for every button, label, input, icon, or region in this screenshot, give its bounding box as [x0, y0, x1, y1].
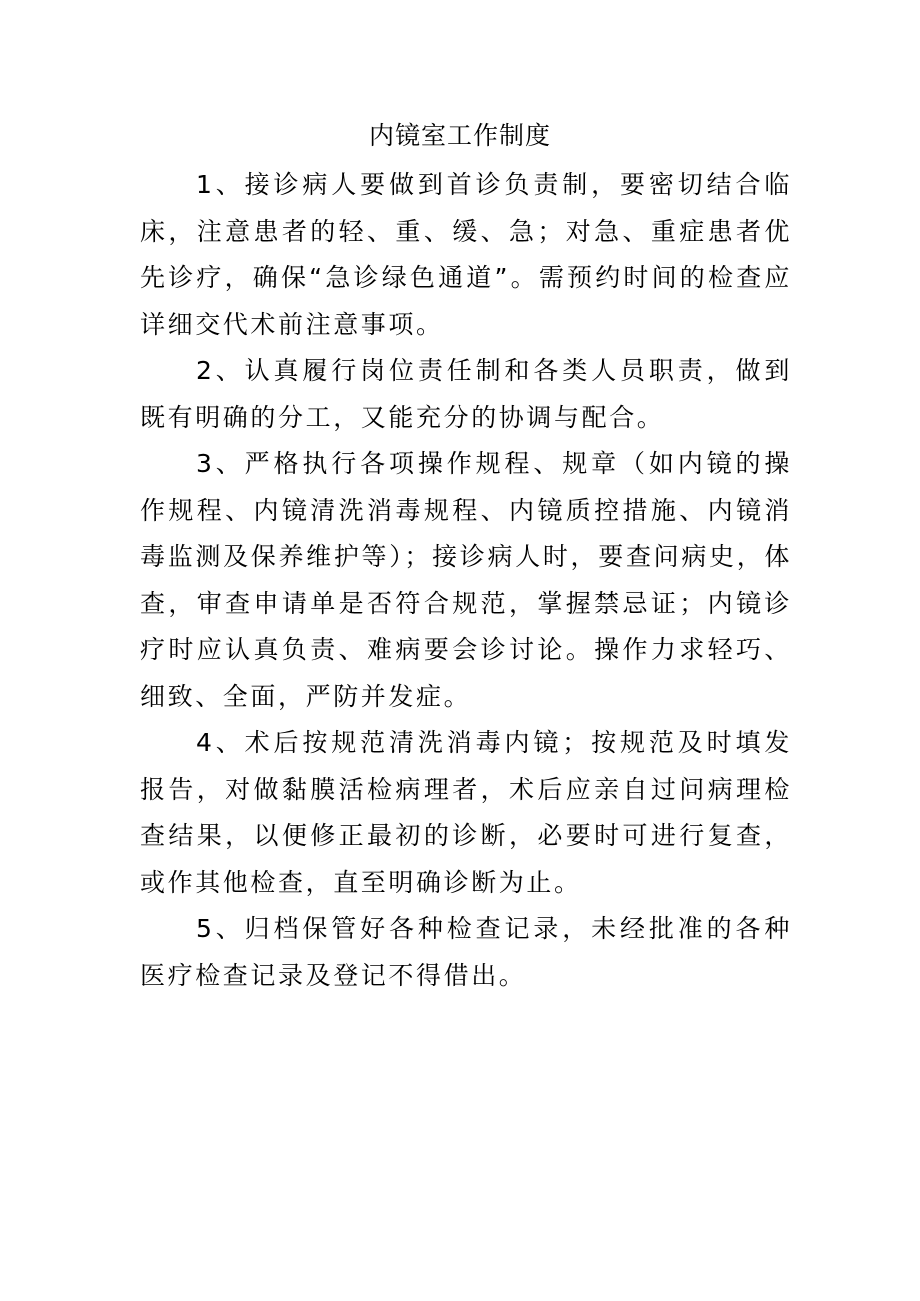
paragraph-2: 2、认真履行岗位责任制和各类人员职责，做到既有明确的分工，又能充分的协调与配合。 — [140, 356, 792, 432]
paragraph-4: 4、术后按规范清洗消毒内镜；按规范及时填发报告，对做黏膜活检病理者，术后应亲自过问病理检查结果，以便修正最初的诊断，必要时可进行复查，或作其他检查，直至明确诊断为止。 — [140, 728, 792, 897]
paragraph-3: 3、严格执行各项操作规程、规章（如内镜的操作规程、内镜清洗消毒规程、内镜质控措施、内镜消毒监测及保养维护等）；接诊病人时，要查问病史，体查，审查申请单是否符合规范，掌握禁忌证；内镜诊疗时应认真负责、难病要会诊讨论。操作力求轻巧、细致、全面，严防并发症。 — [140, 449, 792, 711]
document-title: 内镜室工作制度 — [368, 121, 551, 150]
paragraph-5: 5、归档保管好各种检查记录，未经批准的各种医疗检查记录及登记不得借出。 — [140, 914, 792, 990]
document-body — [140, 162, 792, 999]
paragraph-1: 1、接诊病人要做到首诊负责制，要密切结合临床，注意患者的轻、重、缓、急；对急、重症患者优先诊疗，确保“急诊绿色通道”。需预约时间的检查应详细交代术前注意事项。 — [140, 170, 792, 339]
